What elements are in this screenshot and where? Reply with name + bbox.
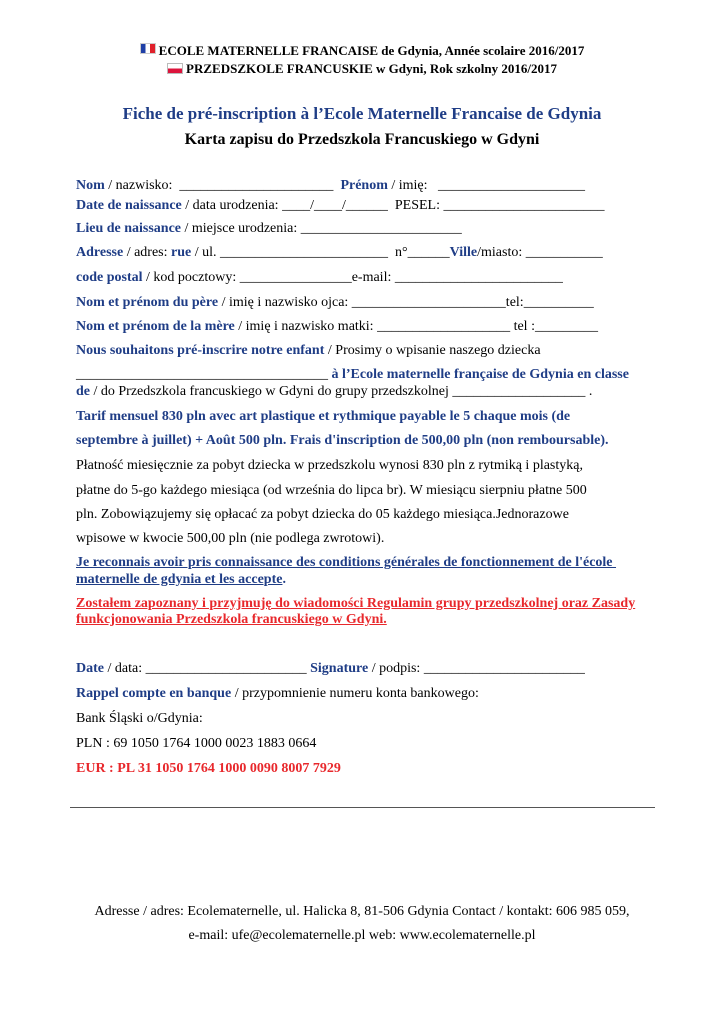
label-pere-pl: / imię i nazwisko ojca: ______________________tel:__________ xyxy=(218,295,594,310)
bank-eur: EUR : PL 31 1050 1764 1000 0090 8007 7929 xyxy=(76,761,341,776)
flag-france-icon xyxy=(140,43,156,54)
accept-pl-2 xyxy=(76,612,387,628)
label-souhait: Nous souhaitons pré-inscrire notre enfant xyxy=(76,343,325,358)
header-line-pl xyxy=(0,61,724,77)
accept-pl-2-text: funkcjonowania Przedszkola francuskiego w Gdyni. xyxy=(76,612,387,627)
label-lieu-pl: / miejsce urodzenia: _______________________ xyxy=(181,221,462,236)
label-rappel: Rappel compte en banque xyxy=(76,686,232,701)
flag-poland-icon xyxy=(167,63,183,74)
label-rue: rue xyxy=(171,245,192,260)
tarif-fr-2: septembre à juillet) + Août 500 pln. Frais d'inscription de 500,00 pln (non remboursable). xyxy=(76,433,609,448)
field-date-naissance[interactable] xyxy=(76,198,604,214)
label-mere-pl: / imię i nazwisko matki: ___________________ tel :_________ xyxy=(234,319,598,334)
field-classe-pl[interactable] xyxy=(76,384,592,400)
divider xyxy=(70,807,655,808)
accept-fr-1 xyxy=(76,555,616,571)
rappel-line xyxy=(76,686,479,702)
field-mere[interactable] xyxy=(76,319,598,335)
label-adresse-pl: / adres: xyxy=(123,245,172,260)
label-classe-pl: / do Przedszkola francuskiego w Gdyni do grupy przedszkolnej ___________________ . xyxy=(90,384,593,399)
field-pere[interactable] xyxy=(76,295,594,311)
label-lieu: Lieu de naissance xyxy=(76,221,182,236)
field-lieu[interactable] xyxy=(76,221,462,237)
header-line-fr xyxy=(0,43,724,59)
title-pl: Karta zapisu do Przedszkola Francuskiego w Gdyni xyxy=(184,131,540,148)
label-prenom: Prénom xyxy=(340,178,388,193)
label-date: Date xyxy=(76,661,104,676)
accept-fr-2 xyxy=(76,572,286,588)
field-date-signature[interactable] xyxy=(76,661,585,677)
label-nom-pl: / nazwisko: ______________________ xyxy=(104,178,341,193)
blank-enfant: ____________________________________ xyxy=(76,367,328,382)
bank-pln: PLN : 69 1050 1764 1000 0023 1883 0664 xyxy=(76,736,317,751)
tarif-pl-2: płatne do 5-go każdego miesiąca (od września do lipca br). W miesiącu sierpniu płatne 500 xyxy=(76,483,587,498)
label-code-postal-pl: / kod pocztowy: ________________e-mail: ________________________ xyxy=(142,270,563,285)
label-souhait-pl: / Prosimy o wpisanie naszego dziecka xyxy=(324,343,541,358)
label-date-naissance: Date de naissance xyxy=(76,198,182,213)
tarif-pl-3: pln. Zobowiązujemy się opłacać za pobyt dziecka do 05 każdego miesiąca.Jednorazowe xyxy=(76,507,569,522)
label-rappel-pl: / przypomnienie numeru konta bankowego: xyxy=(231,686,479,701)
accept-pl-1 xyxy=(76,596,635,612)
label-adresse: Adresse xyxy=(76,245,124,260)
label-ville-pl: /miasto: ___________ xyxy=(477,245,603,260)
field-adresse[interactable] xyxy=(76,245,603,261)
label-prenom-pl: / imię: _____________________ xyxy=(387,178,586,193)
tarif-pl-4: wpisowe w kwocie 500,00 pln (nie podlega zwrotowi). xyxy=(76,531,385,546)
label-signature: Signature xyxy=(310,661,369,676)
label-classe-fr: à l’Ecole maternelle française de Gdynia en classe xyxy=(328,367,629,382)
label-de: de xyxy=(76,384,90,399)
tarif-fr-1: Tarif mensuel 830 pln avec art plastique et rythmique payable le 5 chaque mois (de xyxy=(76,409,571,424)
label-date-pl: / data: _______________________ xyxy=(104,661,311,676)
bank-name: Bank Śląski o/Gdynia: xyxy=(76,711,203,726)
accept-fr-1-text: Je reconnais avoir pris connaissance des conditions générales de fonctionnement de l'école xyxy=(76,555,617,570)
label-ville: Ville xyxy=(449,245,478,260)
label-rue-pl: / ul. ________________________ n°______ xyxy=(191,245,450,260)
tarif-pl-1: Płatność miesięcznie za pobyt dziecka w przedszkolu wynosi 830 pln z rytmiką i plastyką, xyxy=(76,458,583,473)
label-pere: Nom et prénom du père xyxy=(76,295,219,310)
accept-fr-2-end: . xyxy=(282,572,286,587)
field-nom[interactable] xyxy=(76,178,585,194)
header-text-fr: ECOLE MATERNELLE FRANCAISE de Gdynia, Année scolaire 2016/2017 xyxy=(158,43,585,58)
label-date-naissance-pl: / data urodzenia: ____/____/______ PESEL: _______________________ xyxy=(181,198,605,213)
footer-line-2: e-mail: ufe@ecolematernelle.pl web: www.ecolematernelle.pl xyxy=(188,928,536,943)
label-signature-pl: / podpis: _______________________ xyxy=(368,661,585,676)
label-nom: Nom xyxy=(76,178,105,193)
title-fr: Fiche de pré-inscription à l’Ecole Maternelle Francaise de Gdynia xyxy=(122,104,602,123)
accept-pl-1-text: Zostałem zapoznany i przyjmuję do wiadomości Regulamin grupy przedszkolnej oraz Zasady xyxy=(76,596,636,611)
field-code-postal[interactable] xyxy=(76,270,563,286)
accept-fr-2-text: maternelle de gdynia et les accepte xyxy=(76,572,283,587)
label-mere: Nom et prénom de la mère xyxy=(76,319,235,334)
header-text-pl: PRZEDSZKOLE FRANCUSKIE w Gdyni, Rok szkolny 2016/2017 xyxy=(186,61,557,76)
souhait-line xyxy=(76,343,541,359)
field-classe[interactable] xyxy=(76,367,629,383)
footer-line-1: Adresse / adres: Ecolematernelle, ul. Halicka 8, 81-506 Gdynia Contact / kontakt: 606 985 059, xyxy=(94,904,630,919)
label-code-postal: code postal xyxy=(76,270,143,285)
